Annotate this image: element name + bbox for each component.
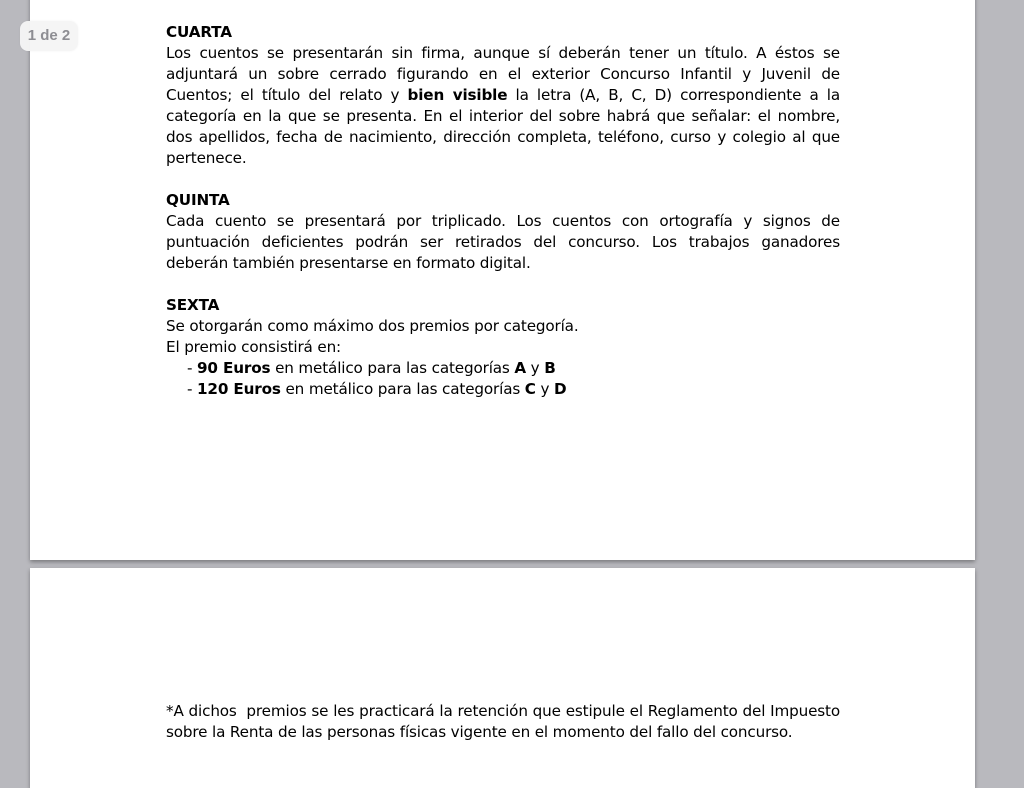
category-letter: B	[544, 359, 556, 377]
list-dash: -	[187, 359, 198, 377]
prize-amount: 90 Euros	[197, 359, 271, 377]
category-letter: C	[524, 380, 536, 398]
page-indicator-badge: 1 de 2	[20, 21, 78, 51]
prize-text: en metálico para las categorías	[280, 380, 525, 398]
footnote-paragraph: *A dichos premios se les practicará la retención que estipule el Reglamento del Impuesto sobre la Renta de las personas físicas vigente en el momento del fallo del concurso.	[166, 702, 845, 741]
section-heading: CUARTA	[166, 23, 232, 41]
category-letter: D	[554, 380, 567, 398]
prize-item	[166, 379, 840, 400]
document-page-1	[30, 0, 975, 560]
section-sexta	[166, 295, 840, 400]
bold-text: bien visible	[407, 86, 508, 104]
category-letter: A	[514, 359, 526, 377]
prize-text: en metálico para las categorías	[270, 359, 515, 377]
conjunction: y	[525, 359, 545, 377]
text-run: Los cuentos se presentarán sin firma, aunque sí deberán tener un título. A éstos se adjuntará un sobre cerrado figurando en el exterior Concurso Infantil y Juvenil de Cuentos; el título del relato y	[166, 44, 840, 104]
section-heading: SEXTA	[166, 296, 220, 314]
section-cuarta	[166, 22, 840, 169]
section-heading: QUINTA	[166, 191, 230, 209]
section-line: Se otorgarán como máximo dos premios por categoría.	[166, 317, 579, 335]
conjunction: y	[535, 380, 554, 398]
list-dash: -	[187, 380, 198, 398]
document-page-2	[30, 568, 975, 788]
prize-amount: 120 Euros	[197, 380, 281, 398]
text-run: la letra (A, B, C, D) correspondiente a la categoría en la que se presenta. En el interior del sobre habrá que señalar: el nombre, dos apellidos, fecha de nacimiento, dirección completa, teléfono, curso y colegio al que pertenece.	[166, 86, 840, 167]
prize-item	[166, 358, 840, 379]
section-paragraph: Cada cuento se presentará por triplicado. Los cuentos con ortografía y signos de puntuación deficientes podrán ser retirados del concurso. Los trabajos ganadores deberán también presentarse en formato digital.	[166, 212, 840, 272]
section-quinta	[166, 190, 840, 274]
page-content	[166, 701, 845, 743]
section-paragraph	[166, 43, 840, 169]
page-content	[166, 22, 840, 421]
section-line: El premio consistirá en:	[166, 338, 342, 356]
